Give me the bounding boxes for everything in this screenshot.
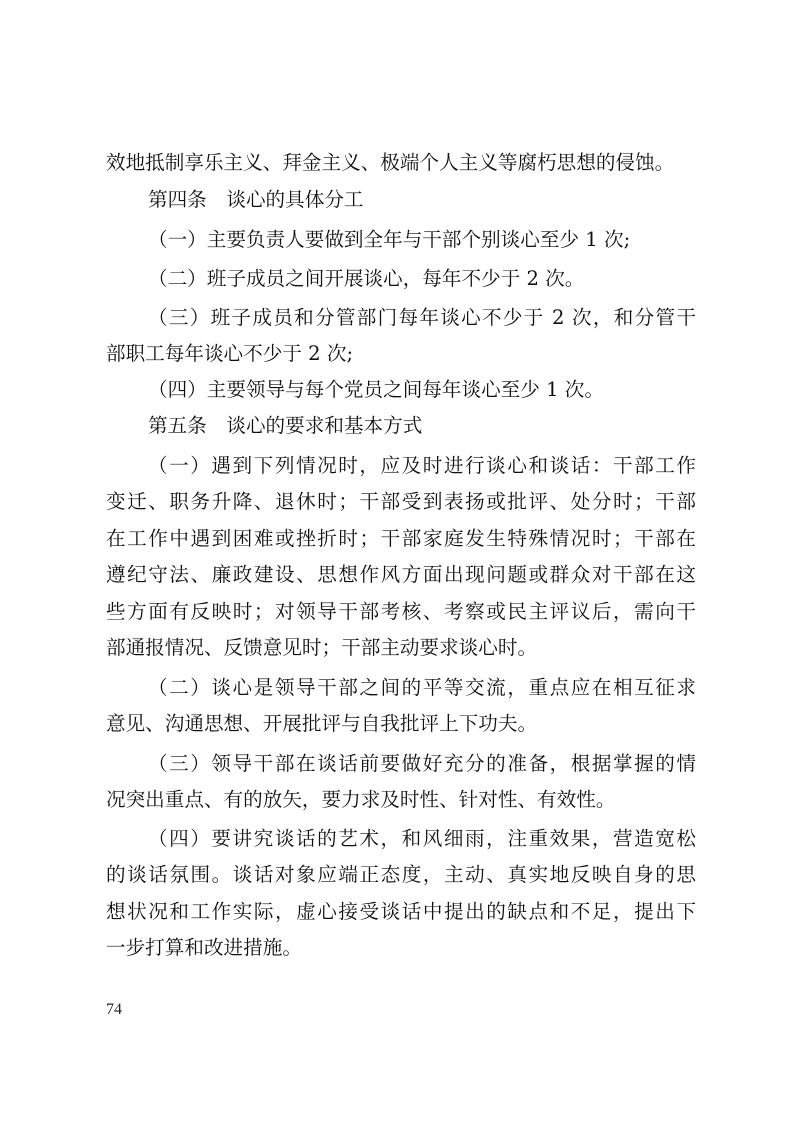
text-line: 变迁、职务升降、退休时；干部受到表扬或批评、处分时；干部 <box>106 490 696 513</box>
text-line: 部通报情况、反馈意见时；干部主动要求谈心时。 <box>106 636 538 659</box>
text-line: （三）班子成员和分管部门每年谈心不少于 2 次，和分管干 <box>148 306 696 329</box>
text-line: 意见、沟通思想、开展批评与自我批评上下功夫。 <box>106 712 538 735</box>
text-line: 况突出重点、有的放矢，要力求及时性、针对性、有效性。 <box>106 788 616 811</box>
text-line: 部职工每年谈心不少于 2 次; <box>106 342 354 365</box>
text-line: （一）遇到下列情况时，应及时进行谈心和谈话：干部工作 <box>148 454 696 477</box>
article-heading: 第五条 谈心的要求和基本方式 <box>148 414 423 437</box>
text-line: 些方面有反映时；对领导干部考核、考察或民主评议后，需向干 <box>106 600 696 623</box>
text-line: （一）主要负责人要做到全年与干部个别谈心至少 1 次; <box>148 228 631 251</box>
text-line: （四）要讲究谈话的艺术，和风细雨，注重效果，营造宽松 <box>148 827 696 850</box>
text-line: 想状况和工作实际，虚心接受谈话中提出的缺点和不足，提出下 <box>106 900 696 923</box>
article-heading: 第四条 谈心的具体分工 <box>148 188 364 211</box>
text-line: （三）领导干部在谈话前要做好充分的准备，根据掌握的情 <box>148 752 696 775</box>
text-line: （二）谈心是领导干部之间的平等交流，重点应在相互征求 <box>148 676 696 699</box>
text-line: 效地抵制享乐主义、拜金主义、极端个人主义等腐朽思想的侵蚀。 <box>106 151 675 174</box>
text-line: 的谈话氛围。谈话对象应端正态度，主动、真实地反映自身的思 <box>106 863 696 886</box>
text-line: 在工作中遇到困难或挫折时；干部家庭发生特殊情况时；干部在 <box>106 527 696 550</box>
text-line: （四）主要领导与每个党员之间每年谈心至少 1 次。 <box>148 378 604 401</box>
text-line: 一步打算和改进措施。 <box>106 936 302 959</box>
text-line: （二）班子成员之间开展谈心，每年不少于 2 次。 <box>148 267 585 290</box>
page-number: 74 <box>106 1001 122 1018</box>
text-line: 遵纪守法、廉政建设、思想作风方面出现问题或群众对干部在这 <box>106 563 696 586</box>
